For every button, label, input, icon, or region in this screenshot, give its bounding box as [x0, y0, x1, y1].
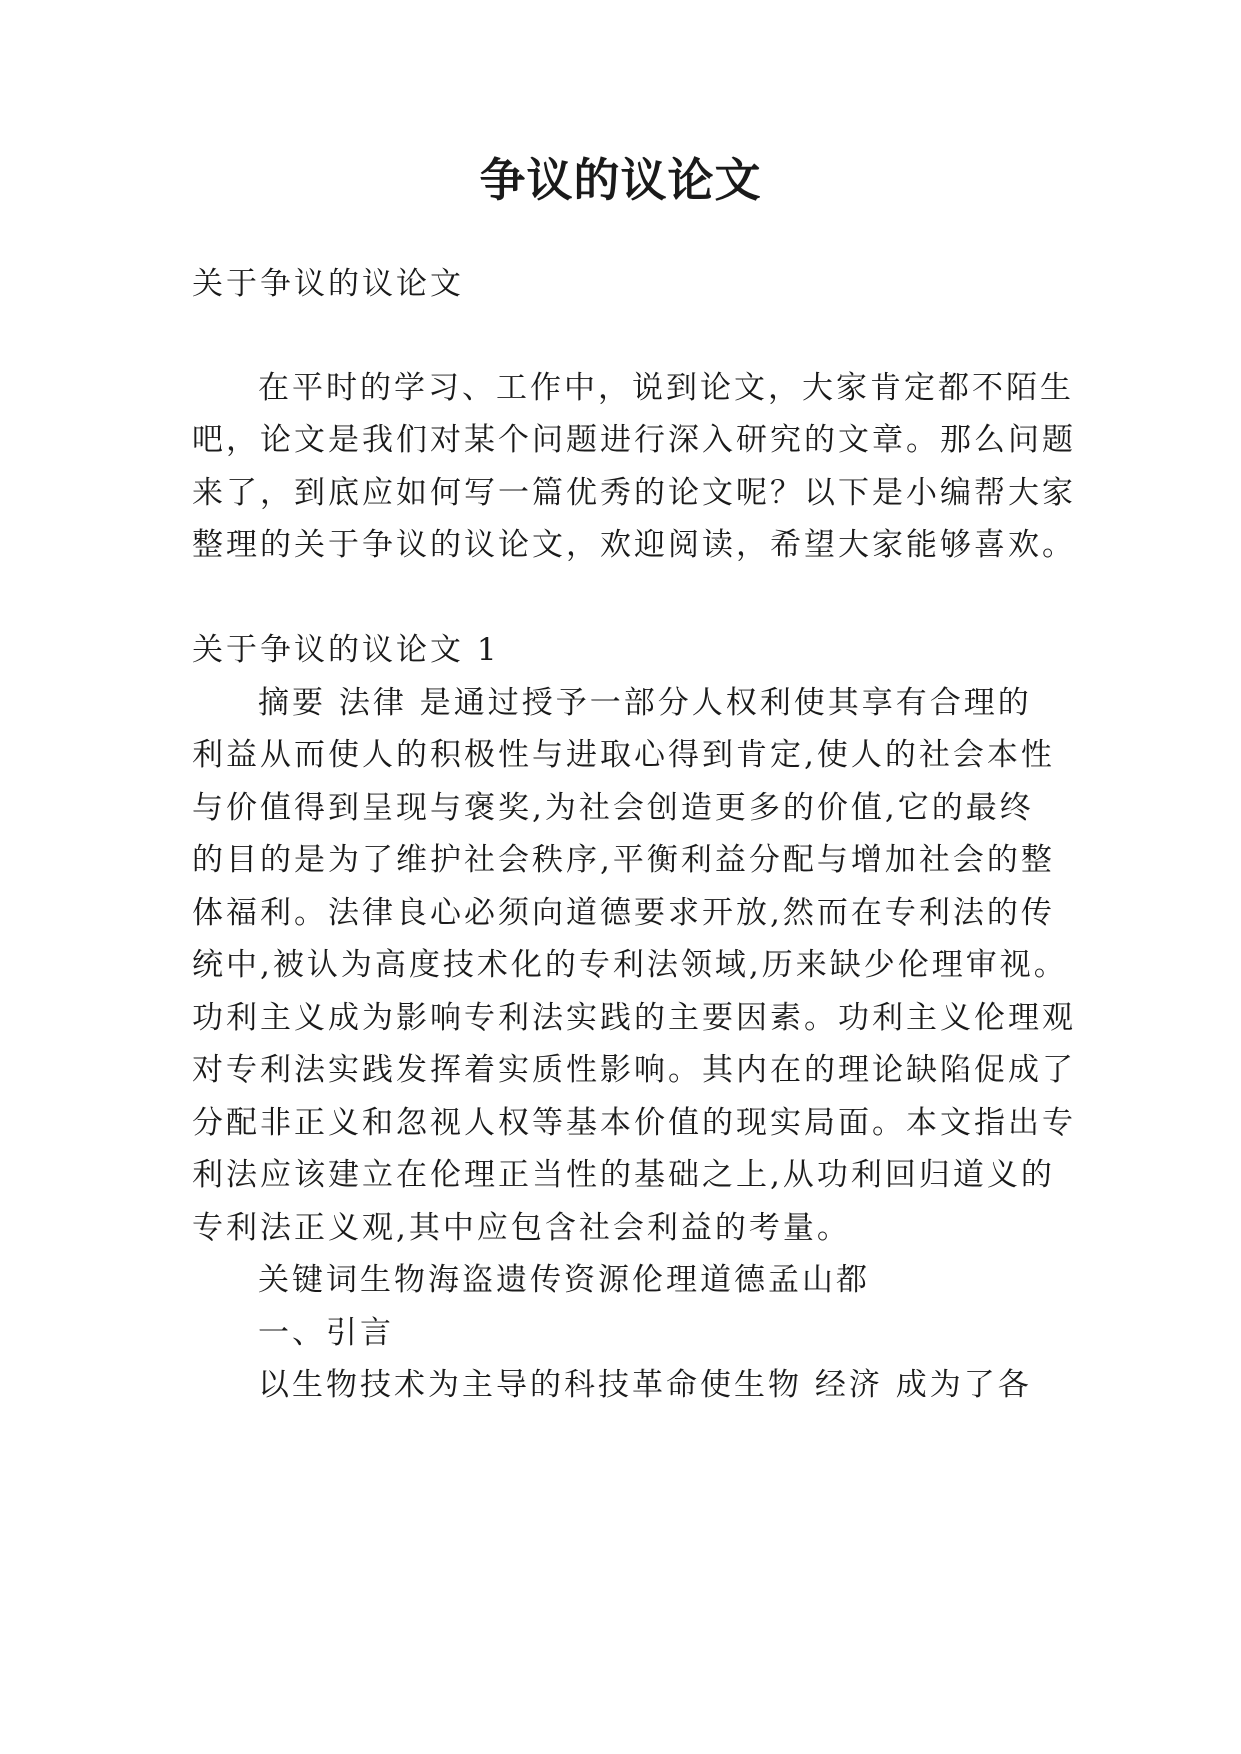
abstract-line-6: 统中,被认为高度技术化的专利法领域,历来缺少伦理审视。 — [192, 947, 1068, 983]
abstract-line-4: 的目的是为了维护社会秩序,平衡利益分配与增加社会的整 — [192, 842, 1055, 878]
abstract-line-11: 专利法正义观,其中应包含社会利益的考量。 — [192, 1210, 851, 1246]
section-heading: 关于争议的议论文 1 — [192, 632, 500, 668]
abstract-line-3: 与价值得到呈现与褒奖,为社会创造更多的价值,它的最终 — [192, 790, 1034, 826]
abstract-line-2: 利益从而使人的积极性与进取心得到肯定,使人的社会本性 — [192, 737, 1055, 773]
intro-line-4: 整理的关于争议的议论文，欢迎阅读，希望大家能够喜欢。 — [192, 527, 1076, 563]
intro-heading: 一、引言 — [258, 1315, 394, 1351]
abstract-line-7: 功利主义成为影响专利法实践的主要因素。功利主义伦理观 — [192, 1000, 1076, 1036]
intro-line-2: 吧，论文是我们对某个问题进行深入研究的文章。那么问题 — [192, 422, 1076, 458]
abstract-line-1: 摘要 法律 是通过授予一部分人权利使其享有合理的 — [258, 685, 1032, 721]
body-line-1: 以生物技术为主导的科技革命使生物 经济 成为了各 — [258, 1367, 1032, 1403]
document-title: 争议的议论文 — [479, 153, 762, 207]
keywords-line: 关键词生物海盗遗传资源伦理道德孟山都 — [258, 1262, 870, 1298]
abstract-line-8: 对专利法实践发挥着实质性影响。其内在的理论缺陷促成了 — [192, 1052, 1076, 1088]
abstract-line-9: 分配非正义和忽视人权等基本价值的现实局面。本文指出专 — [192, 1105, 1076, 1141]
intro-line-1: 在平时的学习、工作中，说到论文，大家肯定都不陌生 — [258, 370, 1074, 406]
intro-line-3: 来了，到底应如何写一篇优秀的论文呢？以下是小编帮大家 — [192, 475, 1076, 511]
document-subtitle: 关于争议的议论文 — [192, 266, 464, 302]
abstract-line-5: 体福利。法律良心必须向道德要求开放,然而在专利法的传 — [192, 895, 1055, 931]
abstract-line-10: 利法应该建立在伦理正当性的基础之上,从功利回归道义的 — [192, 1157, 1055, 1193]
